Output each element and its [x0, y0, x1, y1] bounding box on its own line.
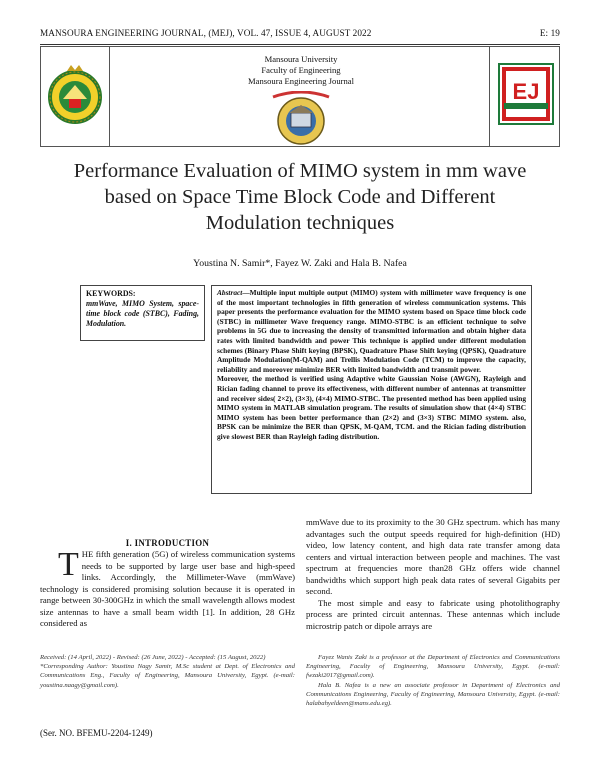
- keywords-list: mmWave, MIMO System, space-time block code (STBC), Fading, Modulation.: [86, 299, 199, 328]
- footnotes-left: [40, 653, 295, 690]
- intro-right-column: [306, 517, 560, 632]
- masthead-text: [241, 54, 361, 87]
- footnote-received: Received: (14 April, 2022) - Revised: (26 June, 2022) - Accepted: (15 August, 2022): [40, 654, 266, 661]
- intro-right-paragraph-2: The most simple and easy to fabricate using photolithography process are printed circuit antennas. These antennas which include microstrip patch or dipole arrays are: [306, 597, 560, 631]
- university-logo: [47, 63, 103, 129]
- masthead-divider-left: [109, 47, 110, 146]
- abstract-paragraph-2: Moreover, the method is verified using Adaptive white Gaussian Noise (AWGN), Rayleigh and Rician fading channel to prove its effectiveness, with different number of antennas at transmitter and receiver sides( 2×2), (3×3), (4×4) MIMO-STBC. The presented method has been applied using MIMO system in MATLAB simulation program. The results of simulation show that (4×4) STBC MIMO system has been better performance than (2×2) and (3×3) STBC MIMO system. also, BPSK can be minimize the BER than QPSK, M-QAM, TCM. and the Rician fading distribution give slowest BER than Rayleigh fading distribution.: [217, 374, 526, 441]
- abstract-paragraph-1: —Multiple input multiple output (MIMO) system with millimeter wave frequency is one of the most important technologies in fifth generation of wireless communication systems. This paper presents the performance evaluation for the MIMO system based on Space time block code (STBC) in millimeter Wave frequency range. MIMO-STBC is an efficient technique to solve problems in 5G due to increasing the density of transmitted information and obtain higher data rates with limited bandwidth and power This technique is applied under different modulation schemes (Binary Phase Shift keying (BPSK), Quadrature Phase Shift keying (QPSK), Quadrature Amplitude Modulation(M-QAM) and Trellis Modulation Code (TCM) to improve the capacity, reliability and moreover minimize BER with limited bandwidth and transmit power.: [217, 288, 526, 374]
- journal-line: MANSOURA ENGINEERING JOURNAL, (MEJ), VOL. 47, ISSUE 4, AUGUST 2022: [40, 28, 372, 38]
- abstract-box: [211, 285, 532, 494]
- faculty-emblem: [267, 91, 335, 145]
- mej-logo: [498, 63, 554, 125]
- paper-authors: Youstina N. Samir*, Fayez W. Zaki and Hala B. Nafea: [193, 258, 407, 269]
- section-heading-introduction: I. INTRODUCTION: [125, 538, 210, 548]
- masthead-journal: Mansoura Engineering Journal: [248, 76, 354, 86]
- footnote-fayez: Fayez Wanis Zaki is a professor at the Department of Electronics and Communications Engineering, Faculty of Engineering, Mansoura University, Egypt. (e-mail: fwzaki2017@gmail.com).: [306, 654, 560, 680]
- keywords-box: [80, 285, 205, 341]
- abstract-label: Abstract: [217, 288, 243, 297]
- masthead-university: Mansoura University: [264, 54, 338, 64]
- keywords-heading: KEYWORDS:: [86, 289, 136, 298]
- footnotes-right: [306, 653, 560, 708]
- masthead: [40, 46, 560, 147]
- masthead-divider-right: [489, 47, 490, 146]
- paper-title: Performance Evaluation of MIMO system in mm wave based on Space Time Block Code and Different Modulation techniques: [73, 160, 527, 234]
- page-number: E: 19: [539, 28, 560, 38]
- drop-cap: T: [58, 546, 79, 583]
- mej-logo-text: EJ: [512, 79, 540, 104]
- footnote-hala: Hala B. Nafea is a new an associate professor in Department of Electronics and Communications Engineering, Faculty of Engineering, Mansoura University, Egypt. (e-mail: halabahyeldeen@mans.edu.eg).: [306, 681, 560, 708]
- running-header: [40, 28, 560, 38]
- intro-right-paragraph-1: mmWave due to its proximity to the 30 GHz spectrum. which has many advantages such the output speeds required for high-definition (HD) video, low latency content, and high data rate transfer among data centers and virtual interaction between people and machines. The vast spectrum at frequencies more than28 GHz offers wide channel bandwidths which support high peak data rates of several Gigabits per second.: [306, 517, 560, 596]
- serial-number: (Ser. NO. BFEMU-2204-1249): [40, 728, 153, 738]
- intro-left-column: [40, 546, 295, 630]
- masthead-faculty: Faculty of Engineering: [261, 65, 341, 75]
- intro-left-text: HE fifth generation (5G) of wireless communication systems needs to be supported by large user base and high-speed links. Accordingly, the Millimeter-Wave (mmWave) technology is considered promising solution because it is operated in range between 30-300GHz in which the small wavelength allows modest size antennas to have a small beam width [1]. In addition, 28 GHz considered as: [40, 549, 295, 628]
- footnote-corresponding: *Corresponding Author: Youstina Nagy Samir, M.Sc student at Dept. of Electronics and Communications Eng., Faculty of Engineering, Mansoura University, Egypt. (e-mail: youstina.naagy@gmail.com).: [40, 663, 295, 689]
- header-rule: [40, 44, 560, 45]
